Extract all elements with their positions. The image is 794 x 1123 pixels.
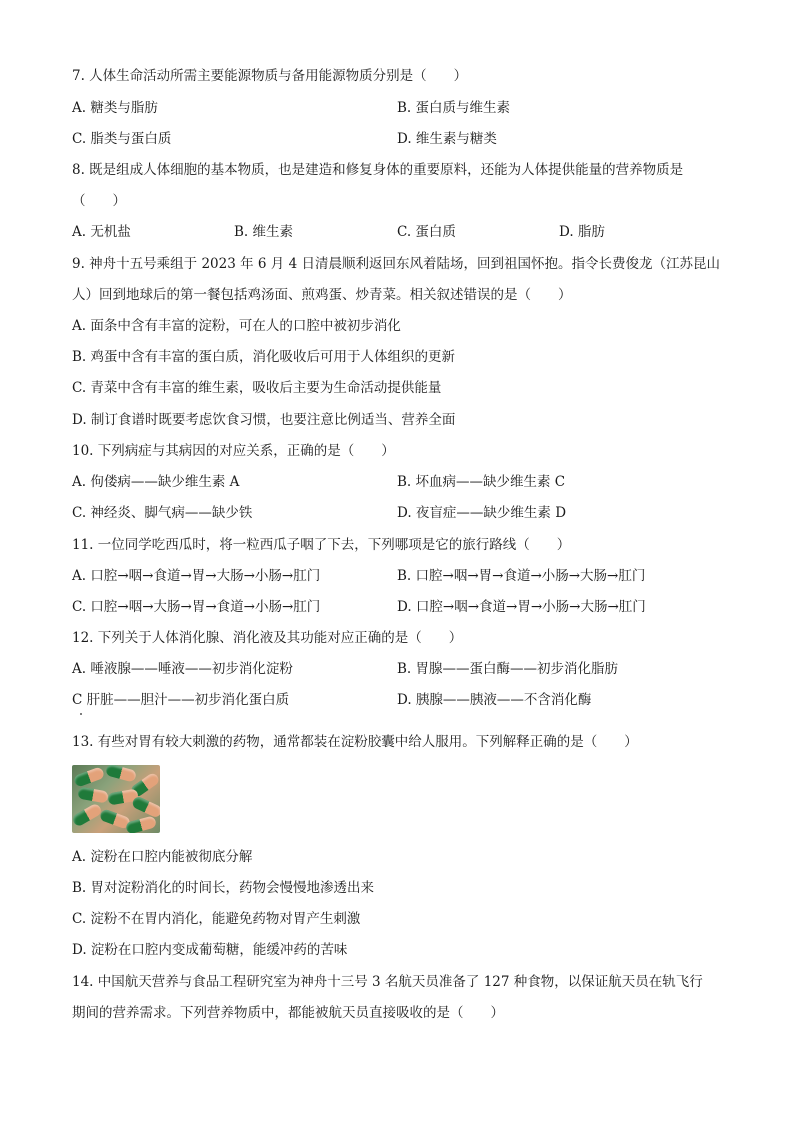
question-9-stem: 9. 神舟十五号乘组于 2023 年 6 月 4 日清晨顺利返回东风着陆场，回到祖国怀抱。指令长费俊龙（江苏昆山	[72, 256, 720, 272]
question-11-option-d[interactable]: D. 口腔→咽→食道→胃→小肠→大肠→肛门	[397, 599, 646, 615]
question-13-option-b[interactable]: B. 胃对淀粉消化的时间长，药物会慢慢地渗透出来	[72, 880, 375, 896]
question-13-option-c[interactable]: C. 淀粉不在胃内消化，能避免药物对胃产生刺激	[72, 911, 361, 927]
question-7-option-b[interactable]: B. 蛋白质与维生素	[397, 100, 511, 116]
question-7-option-c[interactable]: C. 脂类与蛋白质	[72, 131, 172, 147]
question-13-option-a[interactable]: A. 淀粉在口腔内能被彻底分解	[72, 849, 253, 865]
question-9-stem-cont: 人）回到地球后的第一餐包括鸡汤面、煎鸡蛋、炒青菜。相关叙述错误的是（ ）	[72, 287, 572, 303]
question-8-option-d[interactable]: D. 脂肪	[559, 224, 605, 240]
question-12-option-c[interactable]: C 肝脏——胆汁——初步消化蛋白质	[72, 692, 290, 708]
question-13-option-d[interactable]: D. 淀粉在口腔内变成葡萄糖，能缓冲药的苦味	[72, 942, 348, 958]
question-10-stem: 10. 下列病症与其病因的对应关系，正确的是（ ）	[72, 443, 395, 459]
question-7-stem: 7. 人体生命活动所需主要能源物质与备用能源物质分别是（ ）	[72, 68, 468, 84]
question-13-stem: 13. 有些对胃有较大刺激的药物，通常都装在淀粉胶囊中给人服用。下列解释正确的是（ ）	[72, 734, 638, 750]
question-7-option-a[interactable]: A. 糖类与脂肪	[72, 100, 158, 116]
question-9-option-b[interactable]: B. 鸡蛋中含有丰富的蛋白质，消化吸收后可用于人体组织的更新	[72, 349, 456, 365]
question-9-option-c[interactable]: C. 青菜中含有丰富的维生素，吸收后主要为生命活动提供能量	[72, 380, 442, 396]
question-9-option-d[interactable]: D. 制订食谱时既要考虑饮食习惯，也要注意比例适当、营养全面	[72, 412, 456, 428]
question-11-stem: 11. 一位同学吃西瓜时，将一粒西瓜子咽了下去，下列哪项是它的旅行路线（ ）	[72, 537, 571, 553]
question-8-stem-cont: （ ）	[72, 193, 126, 209]
question-12-option-a[interactable]: A. 唾液腺——唾液——初步消化淀粉	[72, 661, 293, 677]
question-11-option-b[interactable]: B. 口腔→咽→胃→食道→小肠→大肠→肛门	[397, 568, 646, 584]
stray-dot	[80, 713, 82, 715]
question-7-option-d[interactable]: D. 维生素与糖类	[397, 131, 497, 147]
question-10-option-b[interactable]: B. 坏血病——缺少维生素 C	[397, 474, 566, 490]
question-10-option-a[interactable]: A. 佝偻病——缺少维生素 A	[72, 474, 240, 490]
question-8-stem: 8. 既是组成人体细胞的基本物质，也是建造和修复身体的重要原料，还能为人体提供能量的营养物质是	[72, 162, 684, 178]
question-8-option-a[interactable]: A. 无机盐	[72, 224, 131, 240]
question-14-stem-cont: 期间的营养需求。下列营养物质中，都能被航天员直接吸收的是（ ）	[72, 1005, 504, 1021]
question-11-option-a[interactable]: A. 口腔→咽→食道→胃→大肠→小肠→肛门	[72, 568, 321, 584]
question-12-option-b[interactable]: B. 胃腺——蛋白酶——初步消化脂肪	[397, 661, 619, 677]
question-8-option-b[interactable]: B. 维生素	[234, 224, 294, 240]
capsule-photo	[72, 765, 160, 833]
question-9-option-a[interactable]: A. 面条中含有丰富的淀粉，可在人的口腔中被初步消化	[72, 318, 401, 334]
question-12-stem: 12. 下列关于人体消化腺、消化液及其功能对应正确的是（ ）	[72, 630, 463, 646]
question-10-option-c[interactable]: C. 神经炎、脚气病——缺少铁	[72, 505, 253, 521]
question-12-option-d[interactable]: D. 胰腺——胰液——不含消化酶	[397, 692, 592, 708]
question-8-option-c[interactable]: C. 蛋白质	[397, 224, 456, 240]
question-11-option-c[interactable]: C. 口腔→咽→大肠→胃→食道→小肠→肛门	[72, 599, 321, 615]
question-14-stem: 14. 中国航天营养与食品工程研究室为神舟十三号 3 名航天员准备了 127 种食物，以保证航天员在轨飞行	[72, 974, 703, 990]
question-10-option-d[interactable]: D. 夜盲症——缺少维生素 D	[397, 505, 567, 521]
